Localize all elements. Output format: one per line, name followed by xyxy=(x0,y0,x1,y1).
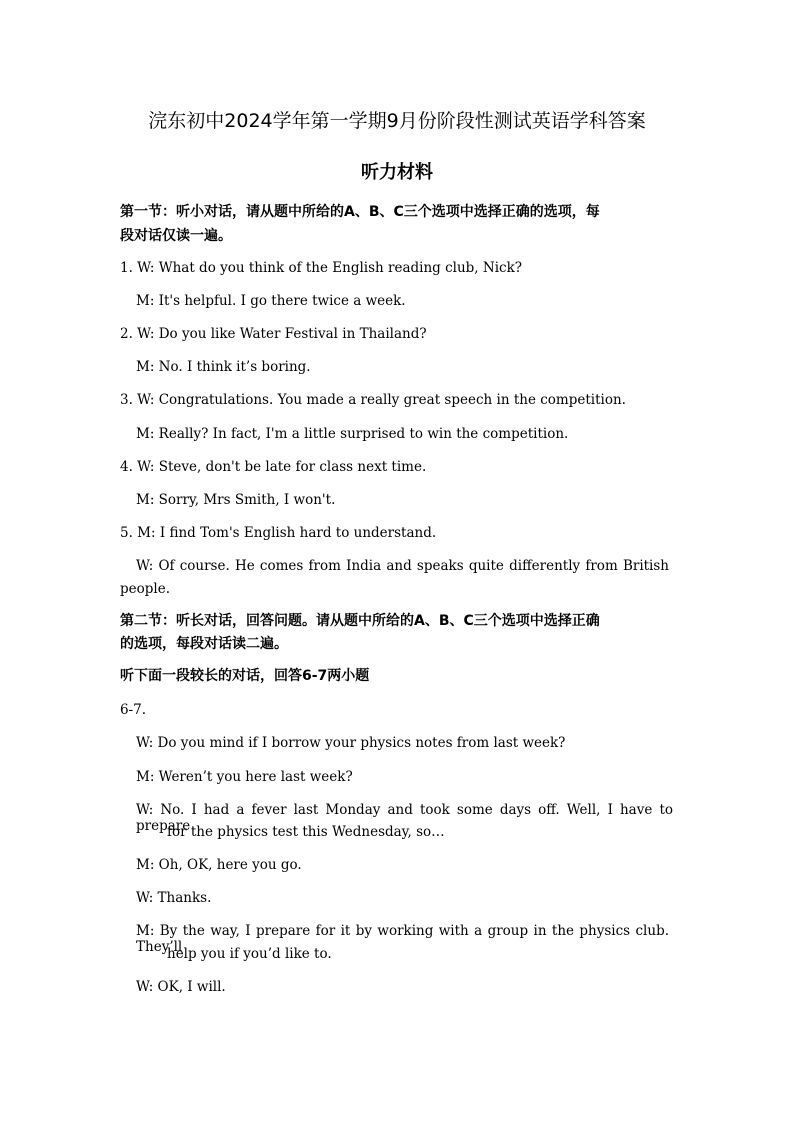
section1-heading-line1: 第一节：听小对话，请从题中所给的A、B、C三个选项中选择正确的选项，每 xyxy=(120,204,600,220)
section2-instruction: 听下面一段较长的对话，回答6-7两小题 xyxy=(120,668,370,684)
long-dialogue-line-6b: help you if you’d like to. xyxy=(167,946,332,962)
dialogue-4-w: 4. W: Steve, don't be late for class next time. xyxy=(120,459,427,475)
question-number: 6-7. xyxy=(120,702,147,718)
dialogue-4-m: M: Sorry, Mrs Smith, I won't. xyxy=(136,492,336,508)
dialogue-2-w: 2. W: Do you like Water Festival in Thailand? xyxy=(120,326,427,342)
section-subtitle: 听力材料 xyxy=(361,162,433,183)
long-dialogue-line-6a: M: By the way, I prepare for it by working with a group in the physics club. They’ll xyxy=(136,923,669,955)
long-dialogue-line-4: M: Oh, OK, here you go. xyxy=(136,857,302,873)
dialogue-5-w-line1: W: Of course. He comes from India and speaks quite differently from British xyxy=(136,558,669,574)
dialogue-5-w-line2: people. xyxy=(120,581,170,597)
long-dialogue-line-3b: for the physics test this Wednesday, so… xyxy=(167,824,445,840)
dialogue-2-m: M: No. I think it’s boring. xyxy=(136,359,311,375)
dialogue-5-m: 5. M: I find Tom's English hard to understand. xyxy=(120,525,437,541)
dialogue-1-m: M: It's helpful. I go there twice a week. xyxy=(136,293,406,309)
section1-heading-line2: 段对话仅读一遍。 xyxy=(120,228,232,244)
long-dialogue-line-2: M: Weren’t you here last week? xyxy=(136,769,353,785)
long-dialogue-line-1: W: Do you mind if I borrow your physics notes from last week? xyxy=(136,735,566,751)
dialogue-3-m: M: Really? In fact, I'm a little surprised to win the competition. xyxy=(136,426,569,442)
long-dialogue-line-5: W: Thanks. xyxy=(136,890,212,906)
section2-heading-line1: 第二节：听长对话，回答问题。请从题中所给的A、B、C三个选项中选择正确 xyxy=(120,613,600,629)
dialogue-3-w: 3. W: Congratulations. You made a really great speech in the competition. xyxy=(120,392,626,408)
long-dialogue-line-7: W: OK, I will. xyxy=(136,979,226,995)
section2-heading-line2: 的选项，每段对话读二遍。 xyxy=(120,636,288,652)
long-dialogue-line-3a: W: No. I had a fever last Monday and took some days off. Well, I have to prepare xyxy=(136,802,673,834)
dialogue-1-w: 1. W: What do you think of the English reading club, Nick? xyxy=(120,260,522,276)
document-title: 浣东初中2024学年第一学期9月份阶段性测试英语学科答案 xyxy=(148,110,646,132)
